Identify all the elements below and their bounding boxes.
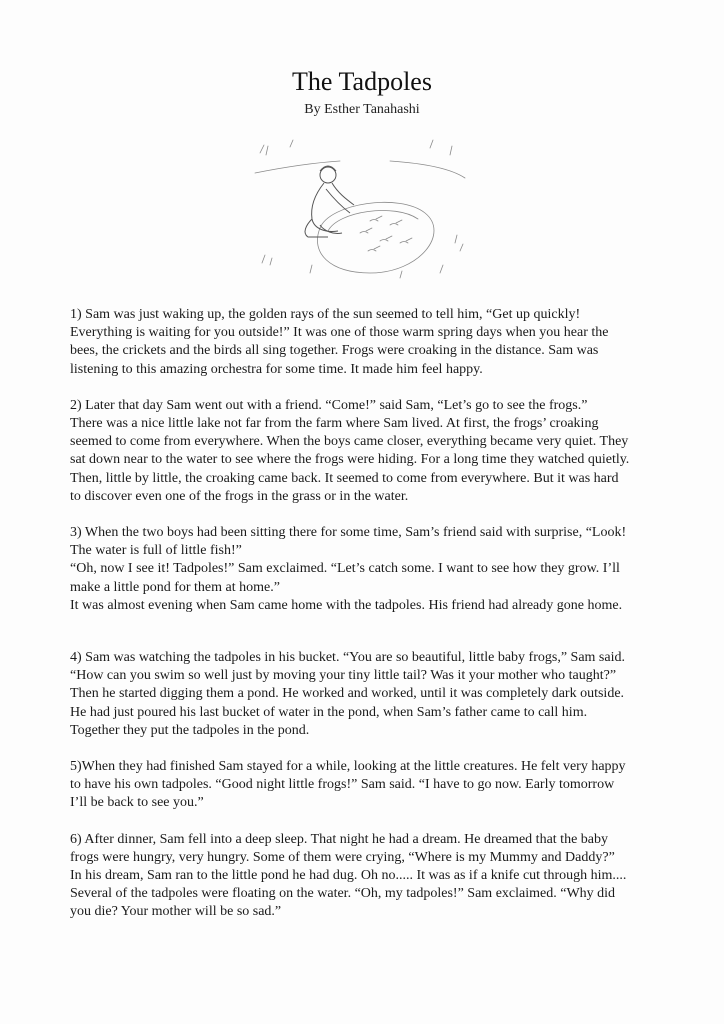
paragraph-line: frogs were hungry, very hungry. Some of them were crying, “Where is my Mummy and Daddy?”	[70, 849, 615, 865]
paragraph-line: Then he started digging them a pond. He worked and worked, until it was completely dark outside.	[70, 686, 625, 702]
paragraph-line: I’ll be back to see you.”	[70, 795, 204, 811]
paragraph-line: Then, little by little, the croaking came back. It seemed to come from everywhere. But it was hard	[70, 470, 619, 486]
paragraph-line: listening to this amazing orchestra for some time. It made him feel happy.	[70, 361, 483, 377]
paragraph-line: 3) When the two boys had been sitting there for some time, Sam’s friend said with surprise, “Look!	[70, 525, 627, 541]
paragraph-line: 4) Sam was watching the tadpoles in his bucket. “You are so beautiful, little baby frogs,” Sam said.	[70, 650, 625, 666]
paragraph-line: 6) After dinner, Sam fell into a deep sleep. That night he had a dream. He dreamed that the baby	[70, 831, 608, 847]
story-paragraph-3	[70, 524, 670, 615]
paragraph-line: you die? Your mother will be so sad.”	[70, 904, 282, 920]
paragraph-line: The water is full of little fish!”	[70, 543, 242, 559]
paragraph-line: “How can you swim so well just by moving your tiny little tail? Was it your mother who taught?”	[70, 668, 617, 684]
story-title: The Tadpoles	[292, 67, 432, 96]
story-paragraph-2	[70, 397, 670, 506]
paragraph-line: Several of the tadpoles were floating on the water. “Oh, my tadpoles!” Sam exclaimed. “Why did	[70, 886, 616, 902]
paragraph-line: to discover even one of the frogs in the grass or in the water.	[70, 488, 409, 504]
paragraph-line: seemed to come from everywhere. When the boys came closer, everything became very quiet. They	[70, 434, 629, 450]
paragraph-line: Together they put the tadpoles in the pond.	[70, 722, 310, 738]
paragraph-line: There was a nice little lake not far from the farm where Sam lived. At first, the frogs’ croaking	[70, 416, 599, 432]
paragraph-line: bees, the crickets and the birds all sing together. Frogs were croaking in the distance. Sam was	[70, 343, 599, 359]
story-author: By Esther Tanahashi	[304, 102, 420, 117]
story-paragraph-4	[70, 649, 670, 740]
paragraph-line: 2) Later that day Sam went out with a friend. “Come!” said Sam, “Let’s go to see the frogs.”	[70, 397, 588, 413]
story-body	[70, 306, 670, 940]
paragraph-line: 5)When they had finished Sam stayed for a while, looking at the little creatures. He felt very happy	[70, 759, 626, 775]
story-paragraph-6	[70, 831, 670, 922]
paragraph-line: make a little pond for them at home.”	[70, 579, 280, 595]
paragraph-line: to have his own tadpoles. “Good night little frogs!” Sam said. “I have to go now. Early tomorrow	[70, 777, 615, 793]
paragraph-line: It was almost evening when Sam came home with the tadpoles. His friend had already gone home.	[70, 597, 623, 613]
paragraph-line: Everything is waiting for you outside!” It was one of those warm spring days when you hear the	[70, 325, 609, 341]
boy-at-pond-sketch-icon	[250, 133, 470, 283]
paragraph-line: 1) Sam was just waking up, the golden rays of the sun seemed to tell him, “Get up quickly!	[70, 307, 581, 322]
story-paragraph-1	[70, 306, 670, 379]
story-paragraph-5	[70, 758, 670, 813]
paragraph-line: He had just poured his last bucket of water in the pond, when Sam’s father came to call him.	[70, 704, 588, 720]
paragraph-line: In his dream, Sam ran to the little pond he had dug. Oh no..... It was as if a knife cut through him....	[70, 868, 627, 884]
paragraph-line: “Oh, now I see it! Tadpoles!” Sam exclaimed. “Let’s catch some. I want to see how they grow. I’ll	[70, 561, 620, 577]
paragraph-line: sat down near to the water to see where the frogs were hiding. For a long time they watched quietly.	[70, 452, 630, 468]
